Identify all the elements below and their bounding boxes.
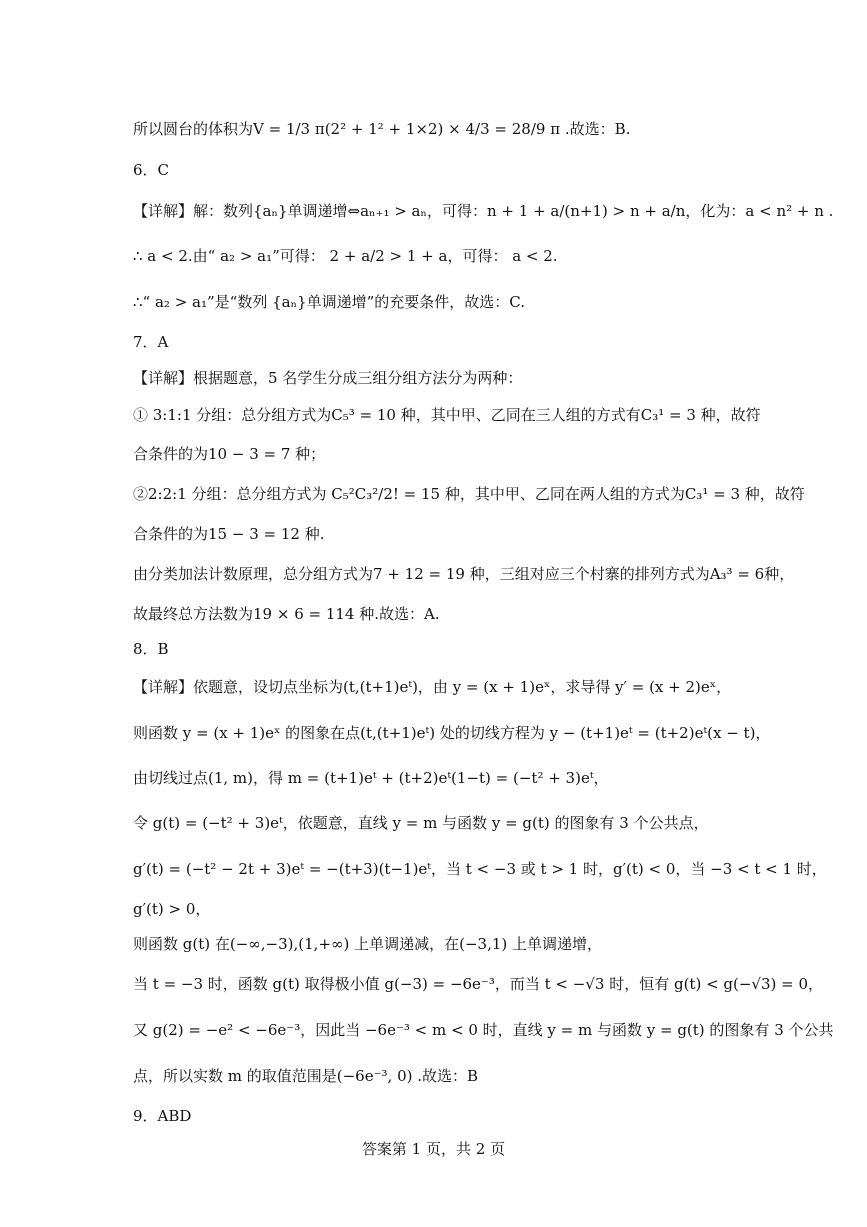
text-line: ① 3:1:1 分组：总分组方式为C₅³ = 10 种，其中甲、乙同在三人组的方式有C₃¹ = 3 种，故符: [133, 406, 761, 424]
text-line: 则函数 g(t) 在(−∞,−3),(1,+∞) 上单调递减，在(−3,1) 上单调递增，: [133, 935, 603, 953]
text-line: 由分类加法计数原理，总分组方式为7 + 12 = 19 种，三组对应三个村寨的排列方式为A₃³ = 6种，: [133, 565, 795, 583]
page-footer: 答案第 1 页，共 2 页: [361, 1140, 506, 1158]
text-line: 由切线过点(1, m)，得 m = (t+1)eᵗ + (t+2)eᵗ(1−t) = (−t² + 3)eᵗ，: [133, 769, 609, 787]
text-line: g′(t) = (−t² − 2t + 3)eᵗ = −(t+3)(t−1)eᵗ，当 t < −3 或 t > 1 时，g′(t) < 0，当 −3 < t < 1 时，: [133, 860, 827, 878]
text-line: ②2:2:1 分组：总分组方式为 C₅²C₃²/2! = 15 种，其中甲、乙同在两人组的方式为C₃¹ = 3 种，故符: [133, 485, 805, 503]
text-line: 合条件的为10 − 3 = 7 种；: [133, 445, 326, 463]
text-line: 当 t = −3 时，函数 g(t) 取得极小值 g(−3) = −6e⁻³，而当 t < −√3 时，恒有 g(t) < g(−√3) = 0，: [133, 975, 824, 993]
text-line: ∴ a < 2.由“ a₂ > a₁”可得： 2 + a/2 > 1 + a，可得： a < 2.: [133, 247, 558, 265]
answer-heading: 7．A: [133, 333, 169, 351]
answer-heading: 9．ABD: [133, 1107, 192, 1125]
text-line: 则函数 y = (x + 1)eˣ 的图象在点(t,(t+1)eᵗ) 处的切线方程为 y − (t+1)eᵗ = (t+2)eᵗ(x − t)，: [133, 724, 771, 742]
text-line: 【详解】根据题意，5 名学生分成三组分组方法分为两种：: [133, 369, 523, 387]
text-line: 所以圆台的体积为V = 1/3 π(2² + 1² + 1×2) × 4/3 = 28/9 π .故选：B.: [133, 120, 631, 138]
text-line: 合条件的为15 − 3 = 12 种.: [133, 525, 325, 543]
text-line: 【详解】解：数列{aₙ}单调递增⇔aₙ₊₁ > aₙ，可得：n + 1 + a/(n+1) > n + a/n，化为：a < n² + n .: [133, 202, 834, 220]
text-line: ∴“ a₂ > a₁”是“数列 {aₙ}单调递增”的充要条件，故选：C.: [133, 293, 526, 311]
text-line: 点，所以实数 m 的取值范围是(−6e⁻³, 0) .故选：B: [133, 1067, 479, 1085]
answer-heading: 8．B: [133, 640, 169, 658]
text-line: g′(t) > 0，: [133, 900, 211, 918]
text-line: 故最终总方法数为19 × 6 = 114 种.故选：A.: [133, 605, 440, 623]
text-line: 又 g(2) = −e² < −6e⁻³，因此当 −6e⁻³ < m < 0 时，直线 y = m 与函数 y = g(t) 的图象有 3 个公共: [133, 1021, 834, 1039]
text-line: 【详解】依题意，设切点坐标为(t,(t+1)eᵗ)，由 y = (x + 1)eˣ，求导得 y′ = (x + 2)eˣ，: [133, 678, 732, 696]
answer-heading: 6．C: [133, 161, 170, 179]
text-line: 令 g(t) = (−t² + 3)eᵗ，依题意，直线 y = m 与函数 y = g(t) 的图象有 3 个公共点，: [133, 814, 709, 832]
